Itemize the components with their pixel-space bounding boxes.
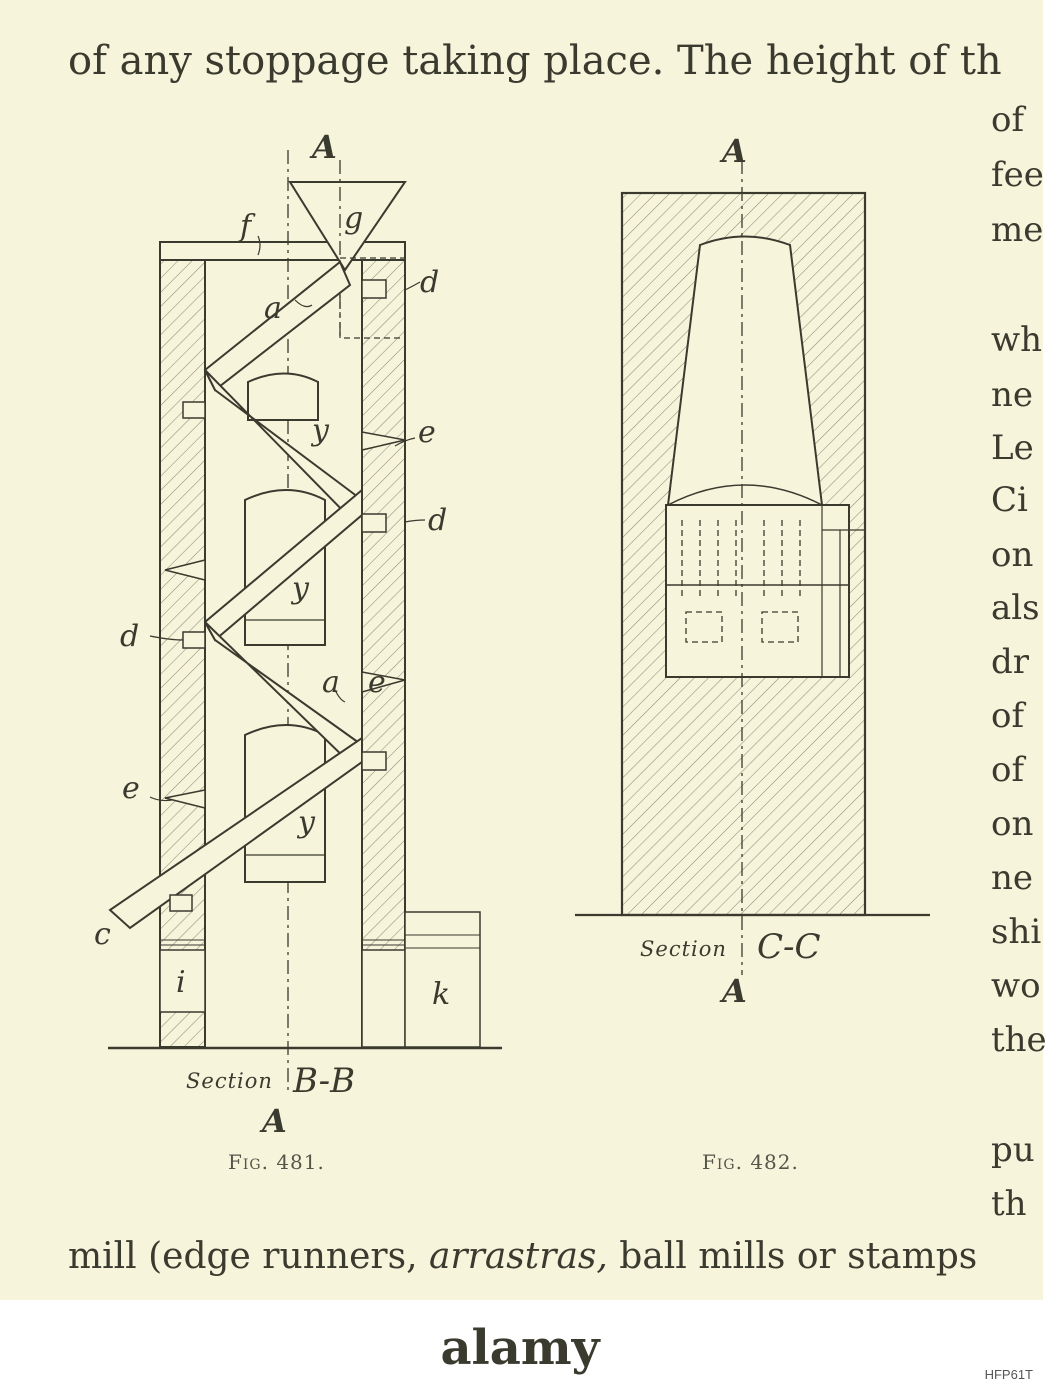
right-column-fragment: of (991, 750, 1025, 790)
right-wall (362, 242, 405, 1047)
right-column-fragment: the (991, 1020, 1047, 1060)
label-bottom-a-482: A (722, 972, 747, 1010)
body-text-bottom-line (68, 1236, 977, 1277)
right-column-fragment: ne (991, 375, 1034, 415)
shelf-1 (205, 262, 350, 390)
label-top-a-482: A (722, 132, 747, 170)
caption-initial: F (228, 1150, 243, 1174)
watermark-strip (0, 1300, 1043, 1390)
right-column-fragment: pu (991, 1130, 1035, 1170)
section-word-481: Section (186, 1069, 273, 1093)
bottom-line-italic: arrastras, (428, 1236, 608, 1277)
fig481-diagram (94, 128, 520, 1150)
right-column-fragment: of (991, 100, 1025, 140)
label-a2: a (322, 665, 340, 700)
right-column-fragment: ne (991, 858, 1034, 898)
right-column-fragment: wh (991, 320, 1042, 360)
label-y3: y (298, 805, 315, 840)
label-d1: d (420, 265, 440, 300)
burner-y3 (248, 374, 318, 421)
label-y1: y (312, 413, 329, 448)
right-column-fragment: me (991, 210, 1044, 250)
bottom-line-suffix: ball mills or stamps (607, 1236, 978, 1277)
label-c: c (94, 917, 111, 952)
label-k: k (432, 977, 451, 1012)
caption-number: . 481. (261, 1150, 325, 1174)
right-column-fragment: als (991, 588, 1040, 628)
section-name-481: B-B (293, 1061, 356, 1101)
label-d2: d (428, 503, 448, 538)
caption-number: . 482. (735, 1150, 799, 1174)
label-e3: e (122, 771, 140, 806)
label-top-a: A (312, 128, 337, 166)
label-a1: a (264, 291, 282, 326)
right-column-fragment: Ci (991, 480, 1028, 520)
label-y2: y (292, 571, 309, 606)
label-e2: e (368, 665, 386, 700)
section-word-482: Section (640, 937, 727, 961)
right-column-fragment: fee (991, 155, 1044, 195)
caption-smallcaps: IG (242, 1157, 262, 1173)
fig481-caption (228, 1150, 325, 1174)
fig482-caption (702, 1150, 799, 1174)
body-text-top-line: of any stoppage taking place. The height of th (68, 38, 1002, 84)
right-column-fragment: shi (991, 912, 1042, 952)
label-f: f (240, 209, 252, 244)
fig482-diagram (560, 120, 940, 1020)
right-column-fragment: dr (991, 642, 1030, 682)
alamy-logo (370, 1318, 670, 1378)
right-column-fragment: on (991, 535, 1034, 575)
label-g: g (344, 201, 364, 236)
stock-id: HFP61T (984, 1367, 1033, 1382)
right-column-fragment: wo (991, 966, 1041, 1006)
top-beam (160, 242, 405, 260)
label-e1: e (418, 415, 436, 450)
caption-initial: F (702, 1150, 717, 1174)
right-column-fragment: on (991, 804, 1034, 844)
section-name-482: C-C (757, 927, 821, 967)
label-bottom-a: A (262, 1102, 287, 1140)
svg-text:alamy: alamy (440, 1320, 600, 1376)
right-column-fragment: th (991, 1184, 1027, 1224)
label-i: i (176, 965, 186, 1000)
caption-smallcaps: IG (716, 1157, 736, 1173)
label-d3: d (120, 619, 140, 654)
bottom-line-prefix: mill (edge runners, (68, 1236, 429, 1277)
opening-k-left (362, 950, 405, 1047)
right-column-fragment: Le (991, 428, 1034, 468)
right-column-fragment: of (991, 696, 1025, 736)
